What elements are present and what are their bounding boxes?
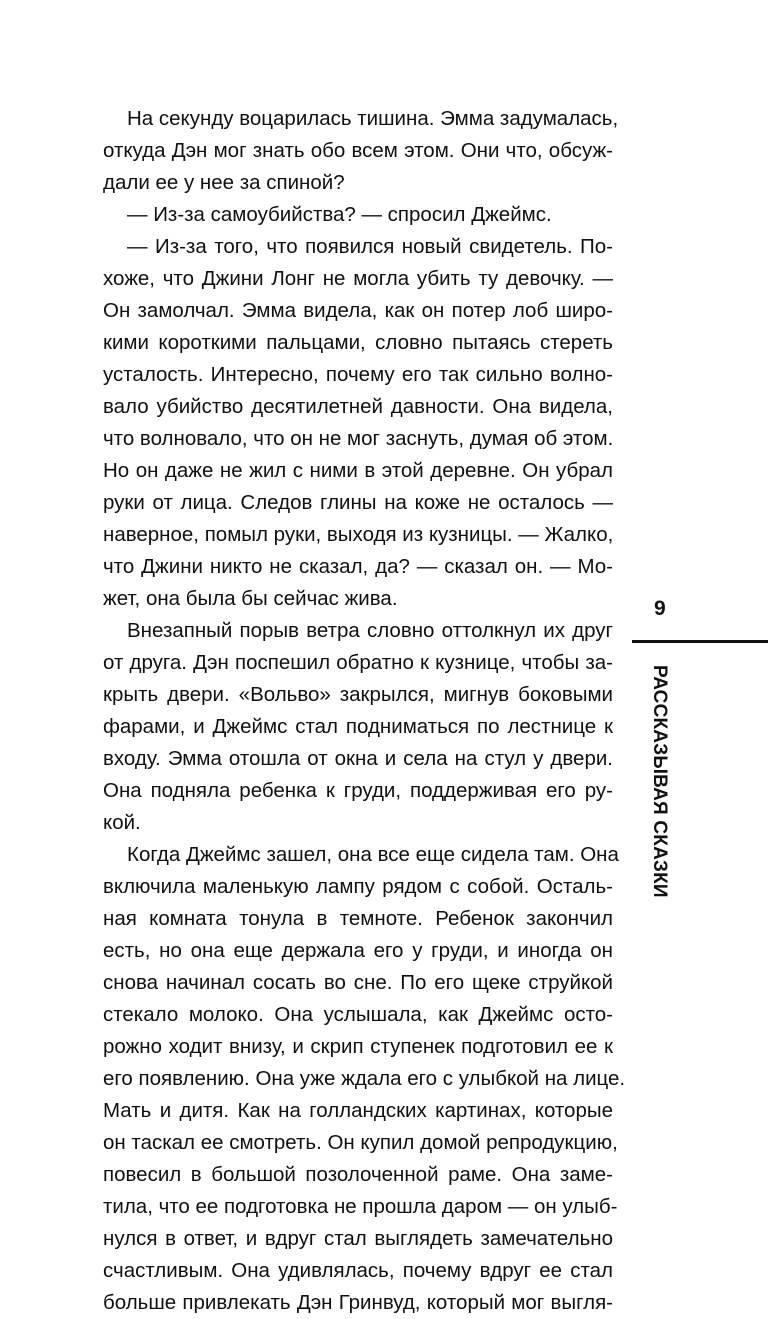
text-line: усталость. Интересно, почему его так сильно волно-	[103, 363, 613, 386]
page-body-text	[103, 103, 626, 1319]
text-line: Мать и дитя. Как на голландских картинах, которые	[103, 1099, 613, 1122]
text-line: — Из-за того, что появился новый свидетель. По-	[127, 235, 613, 258]
text-line: снова начинал сосать во сне. По его щеке струйкой	[103, 971, 613, 994]
text-line: он таскал ее смотреть. Он купил домой репродукцию,	[103, 1131, 618, 1154]
text-line: жет, она была бы сейчас жива.	[103, 587, 398, 610]
text-line: хоже, что Джини Лонг не могла убить ту девочку. —	[103, 267, 613, 290]
text-line: больше привлекать Дэн Гринвуд, который мог выгля-	[103, 1291, 613, 1314]
text-line: Она подняла ребенка к груди, поддерживая его ру-	[103, 779, 613, 802]
text-line: что Джини никто не сказал, да? — сказал он. — Мо-	[103, 555, 613, 578]
running-title: РАССКАЗЫВАЯ СКАЗКИ	[649, 665, 670, 898]
text-line: счастливым. Она удивлялась, почему вдруг ее стал	[103, 1259, 613, 1282]
text-line: ная комната тонула в темноте. Ребенок закончил	[103, 907, 613, 930]
page-number: 9	[654, 597, 666, 620]
text-line: Он замолчал. Эмма видела, как он потер лоб широ-	[103, 299, 613, 322]
text-line: кой.	[103, 811, 141, 834]
text-line: кими короткими пальцами, словно пытаясь стереть	[103, 331, 613, 354]
text-line: Но он даже не жил с ними в этой деревне. Он убрал	[103, 459, 613, 482]
text-line: от друга. Дэн поспешил обратно к кузнице, чтобы за-	[103, 651, 613, 674]
text-line: фарами, и Джеймс стал подниматься по лестнице к	[103, 715, 613, 738]
text-line: наверное, помыл руки, выходя из кузницы. — Жалко,	[103, 523, 614, 546]
margin-divider-rule	[632, 640, 768, 643]
text-line: включила маленькую лампу рядом с собой. Осталь-	[103, 875, 613, 898]
text-line: Внезапный порыв ветра словно оттолкнул их друг	[127, 619, 613, 642]
text-line: повесил в большой позолоченной раме. Она заме-	[103, 1163, 613, 1186]
text-line: его появлению. Она уже ждала его с улыбкой на лице.	[103, 1067, 626, 1090]
text-line: — Из-за самоубийства? — спросил Джеймс.	[127, 203, 552, 226]
text-line: дали ее у нее за спиной?	[103, 171, 345, 194]
text-line: нулся в ответ, и вдруг стал выглядеть замечательно	[103, 1227, 613, 1250]
text-line: тила, что ее подготовка не прошла даром — он улыб-	[103, 1195, 618, 1218]
text-line: откуда Дэн мог знать обо всем этом. Они что, обсуж-	[103, 139, 613, 162]
text-line: рожно ходит внизу, и скрип ступенек подготовил ее к	[103, 1035, 613, 1058]
text-line: вало убийство десятилетней давности. Она видела,	[103, 395, 613, 418]
text-line: входу. Эмма отошла от окна и села на стул у двери.	[103, 747, 613, 770]
text-line: крыть двери. «Вольво» закрылся, мигнув боковыми	[103, 683, 613, 706]
text-line: есть, но она еще держала его у груди, и иногда он	[103, 939, 613, 962]
text-line: что волновало, что он не мог заснуть, думая об этом.	[103, 427, 614, 450]
text-line: руки от лица. Следов глины на коже не осталось —	[103, 491, 613, 514]
text-line: стекало молоко. Она услышала, как Джеймс осто-	[103, 1003, 613, 1026]
text-line: На секунду воцарилась тишина. Эмма задумалась,	[127, 107, 619, 130]
text-line: Когда Джеймс зашел, она все еще сидела там. Она	[127, 843, 619, 866]
